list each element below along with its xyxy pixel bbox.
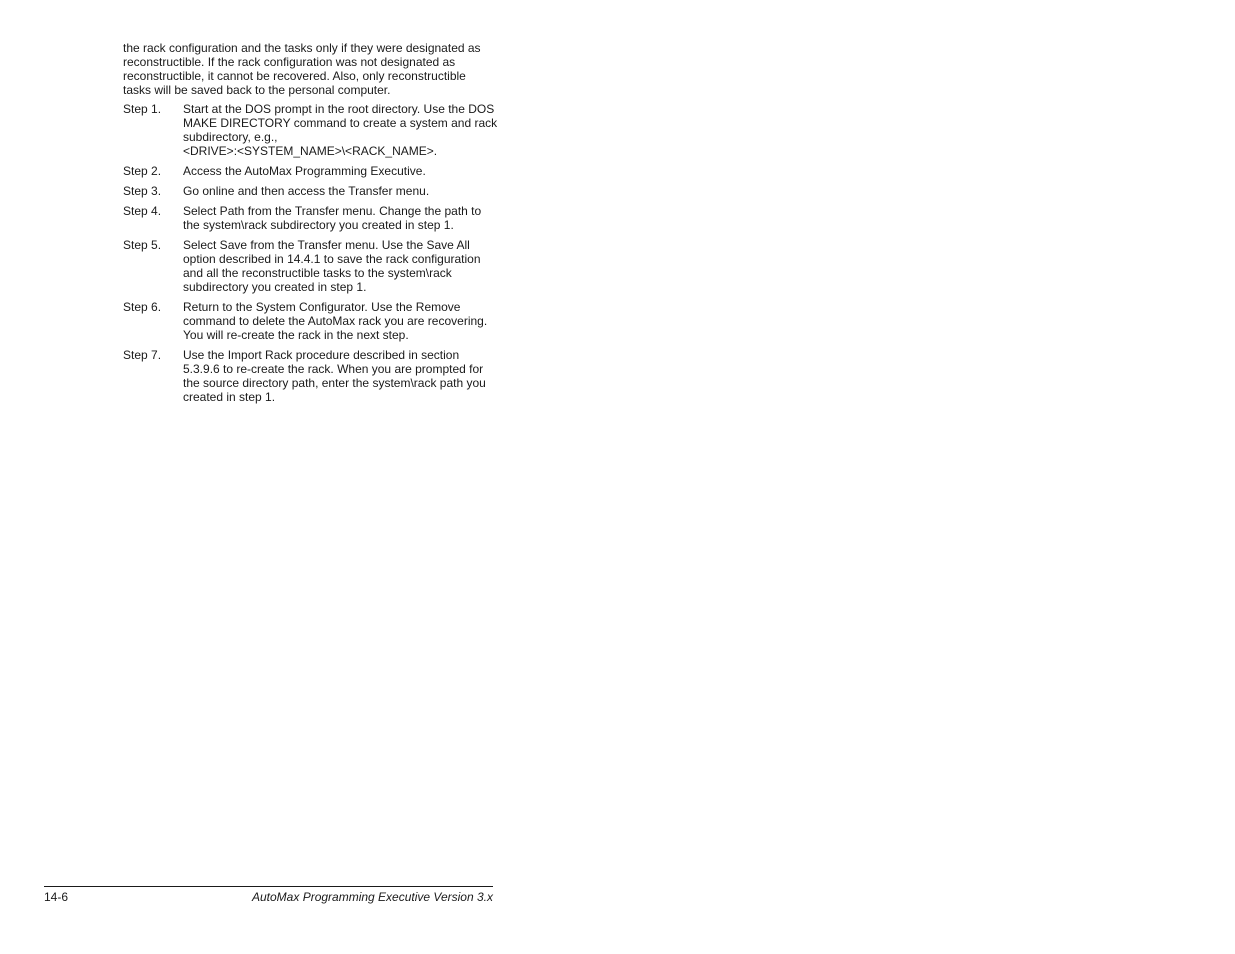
step-item	[123, 204, 523, 232]
page-number: 14-6	[44, 890, 69, 904]
step-item	[123, 164, 523, 178]
step-label: Step 7.	[123, 348, 162, 362]
step-label: Step 3.	[123, 184, 162, 198]
step-item	[123, 102, 523, 158]
step-label: Step 6.	[123, 300, 162, 314]
intro-paragraph: the rack configuration and the tasks only if they were designated as reconstructible. If the rack configuration was not designated as reconstructible, it cannot be recovered. Also, only reconstructible tasks will be saved back to the personal computer.	[123, 41, 481, 97]
step-item	[123, 300, 523, 342]
step-label: Step 1.	[123, 102, 162, 116]
step-item	[123, 184, 523, 198]
step-text: Use the Import Rack procedure described in section 5.3.9.6 to re-create the rack. When you are prompted for the source directory path, enter the system\rack path you created in step 1.	[183, 348, 486, 404]
step-text: Select Path from the Transfer menu. Change the path to the system\rack subdirectory you created in step 1.	[183, 204, 482, 232]
step-text: Access the AutoMax Programming Executive.	[183, 164, 426, 178]
step-label: Step 5.	[123, 238, 162, 252]
step-text: Start at the DOS prompt in the root directory. Use the DOS MAKE DIRECTORY command to create a system and rack subdirectory, e.g., <DRIVE>:<SYSTEM_NAME>\<RACK_NAME>.	[183, 102, 498, 158]
step-text: Return to the System Configurator. Use the Remove command to delete the AutoMax rack you are recovering. You will re-create the rack in the next step.	[183, 300, 488, 342]
step-item	[123, 238, 523, 294]
step-item	[123, 348, 523, 404]
footer-divider	[44, 886, 493, 887]
step-label: Step 4.	[123, 204, 162, 218]
step-text: Select Save from the Transfer menu. Use the Save All option described in 14.4.1 to save the rack configuration and all the reconstructible tasks to the system\rack subdirectory you created in step 1.	[183, 238, 481, 294]
step-label: Step 2.	[123, 164, 162, 178]
running-footer-title: AutoMax Programming Executive Version 3.x	[252, 890, 493, 904]
step-text: Go online and then access the Transfer menu.	[183, 184, 430, 198]
procedure-steps	[123, 102, 523, 410]
